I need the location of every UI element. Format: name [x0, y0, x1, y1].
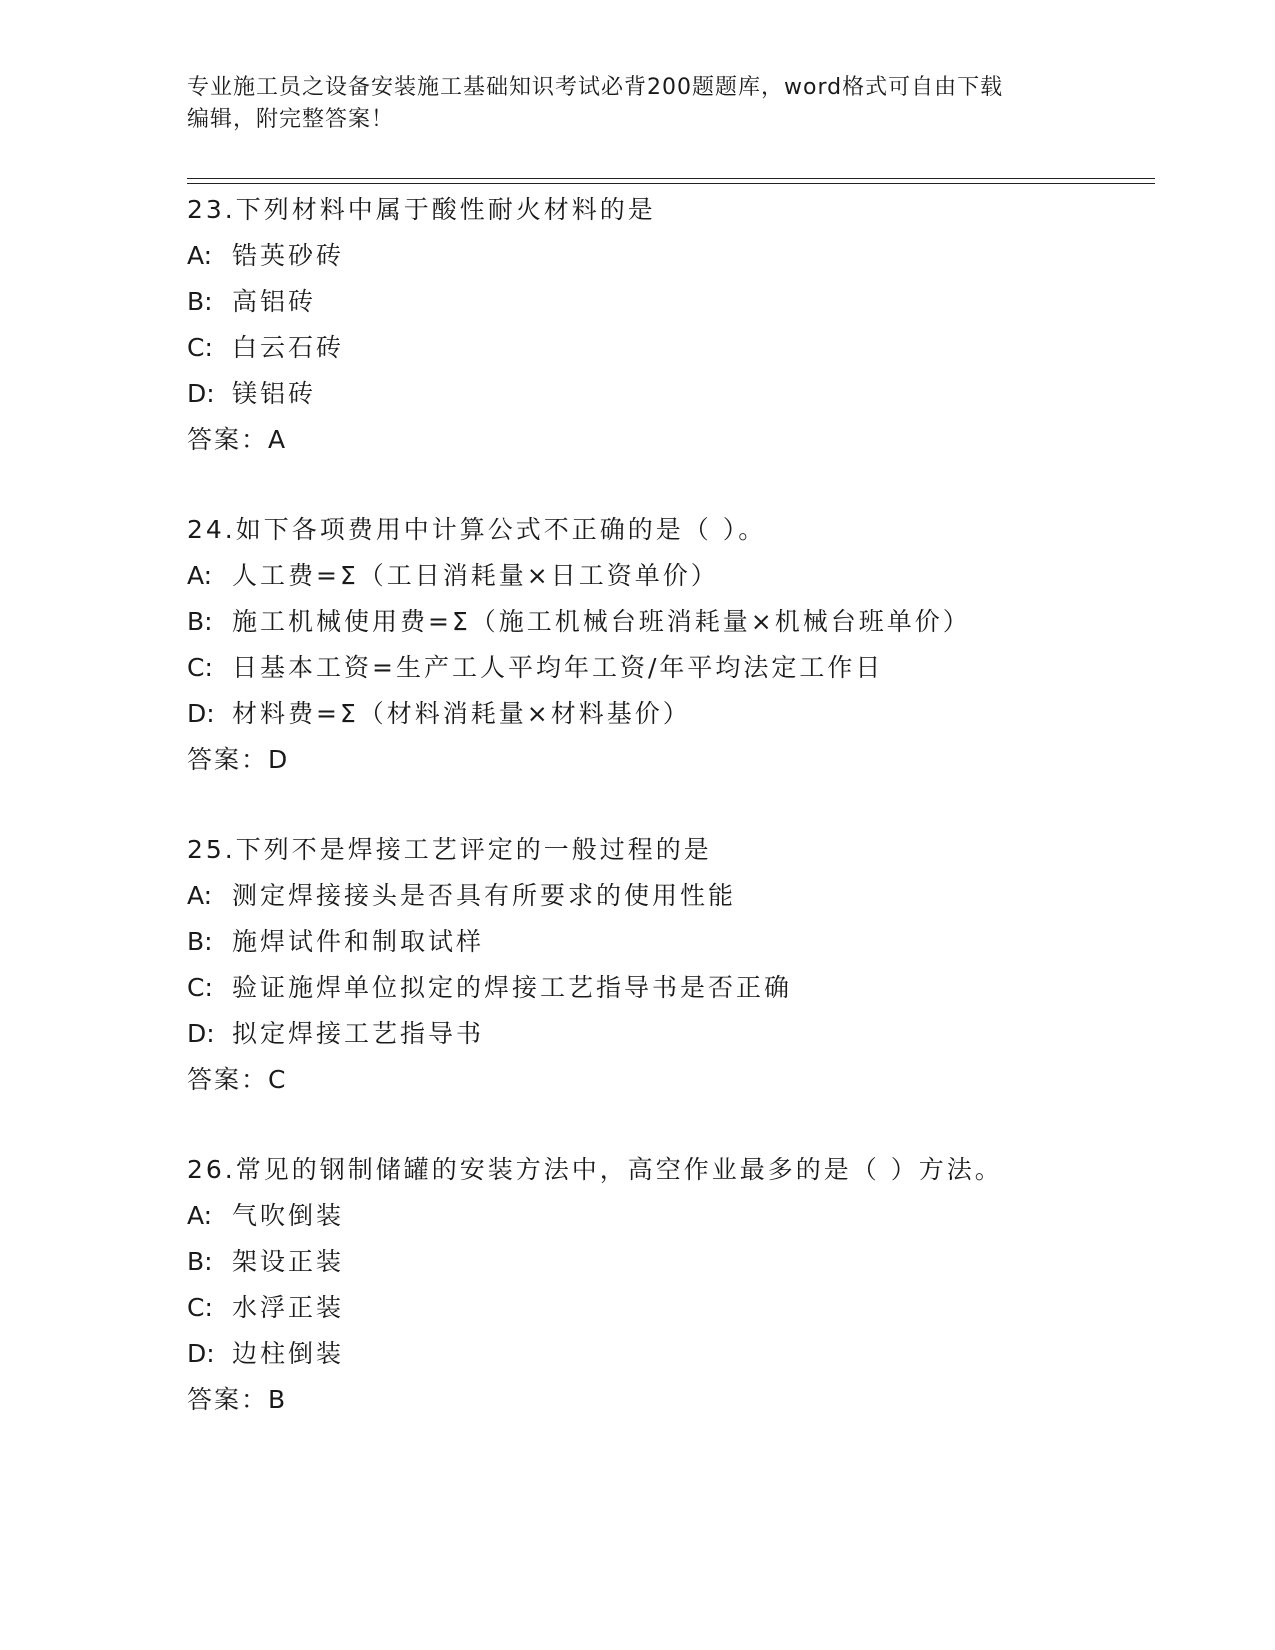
option-text: 边柱倒装: [232, 1339, 345, 1368]
option-text: 拟定焊接工艺指导书: [232, 1019, 485, 1048]
header-line-1: 专业施工员之设备安装施工基础知识考试必背200题题库，word格式可自由下载: [187, 75, 1004, 100]
option-letter: A:: [187, 241, 213, 270]
header-line-2: 编辑，附完整答案！: [187, 107, 395, 132]
option-d: [187, 1331, 1187, 1377]
question-24: [187, 507, 1187, 783]
answer-label: 答案：: [187, 745, 269, 774]
question-25: [187, 827, 1187, 1103]
option-a: [187, 553, 1187, 599]
option-text: 施工机械使用费=Σ（施工机械台班消耗量×机械台班单价）: [232, 607, 971, 636]
option-text: 气吹倒装: [232, 1201, 345, 1230]
document-header: [187, 72, 1067, 136]
option-text: 高铝砖: [232, 287, 317, 316]
option-letter: B:: [187, 1247, 213, 1276]
option-text: 日基本工资=生产工人平均年工资/年平均法定工作日: [232, 653, 884, 682]
answer-value: D: [268, 745, 288, 774]
answer-value: B: [268, 1385, 286, 1414]
option-letter: A:: [187, 561, 213, 590]
option-letter: C:: [187, 1293, 213, 1322]
option-d: [187, 691, 1187, 737]
question-stem: 24.如下各项费用中计算公式不正确的是（ ）。: [187, 515, 767, 544]
option-text: 测定焊接接头是否具有所要求的使用性能: [232, 881, 737, 910]
option-text: 水浮正装: [232, 1293, 345, 1322]
option-letter: C:: [187, 333, 213, 362]
option-text: 材料费=Σ（材料消耗量×材料基价）: [232, 699, 691, 728]
answer-label: 答案：: [187, 425, 269, 454]
option-b: [187, 1239, 1187, 1285]
answer-label: 答案：: [187, 1385, 269, 1414]
question-26: [187, 1147, 1187, 1423]
option-b: [187, 279, 1187, 325]
question-stem: 23.下列材料中属于酸性耐火材料的是: [187, 195, 656, 224]
header-divider-top: [187, 178, 1155, 179]
option-text: 镁铝砖: [232, 379, 317, 408]
option-d: [187, 371, 1187, 417]
option-c: [187, 965, 1187, 1011]
option-letter: B:: [187, 927, 213, 956]
option-c: [187, 645, 1187, 691]
answer-value: A: [268, 425, 286, 454]
option-text: 施焊试件和制取试样: [232, 927, 485, 956]
answer-line: [187, 737, 1187, 783]
option-letter: A:: [187, 881, 213, 910]
option-letter: D:: [187, 379, 215, 408]
header-divider-bottom: [187, 183, 1155, 184]
option-letter: D:: [187, 1339, 215, 1368]
option-letter: C:: [187, 653, 213, 682]
option-a: [187, 233, 1187, 279]
option-letter: D:: [187, 1019, 215, 1048]
option-text: 白云石砖: [232, 333, 345, 362]
option-b: [187, 919, 1187, 965]
question-23: [187, 187, 1187, 463]
option-letter: B:: [187, 607, 213, 636]
option-c: [187, 325, 1187, 371]
answer-label: 答案：: [187, 1065, 269, 1094]
option-text: 锆英砂砖: [232, 241, 345, 270]
answer-line: [187, 1057, 1187, 1103]
answer-value: C: [268, 1065, 286, 1094]
question-stem: 25.下列不是焊接工艺评定的一般过程的是: [187, 835, 712, 864]
option-c: [187, 1285, 1187, 1331]
option-a: [187, 873, 1187, 919]
answer-line: [187, 417, 1187, 463]
answer-line: [187, 1377, 1187, 1423]
option-letter: D:: [187, 699, 215, 728]
option-b: [187, 599, 1187, 645]
option-letter: B:: [187, 287, 213, 316]
option-d: [187, 1011, 1187, 1057]
option-text: 人工费=Σ（工日消耗量×日工资单价）: [232, 561, 719, 590]
option-a: [187, 1193, 1187, 1239]
option-text: 验证施焊单位拟定的焊接工艺指导书是否正确: [232, 973, 793, 1002]
option-text: 架设正装: [232, 1247, 345, 1276]
option-letter: A:: [187, 1201, 213, 1230]
question-stem: 26.常见的钢制储罐的安装方法中，高空作业最多的是（ ）方法。: [187, 1155, 1003, 1184]
option-letter: C:: [187, 973, 213, 1002]
